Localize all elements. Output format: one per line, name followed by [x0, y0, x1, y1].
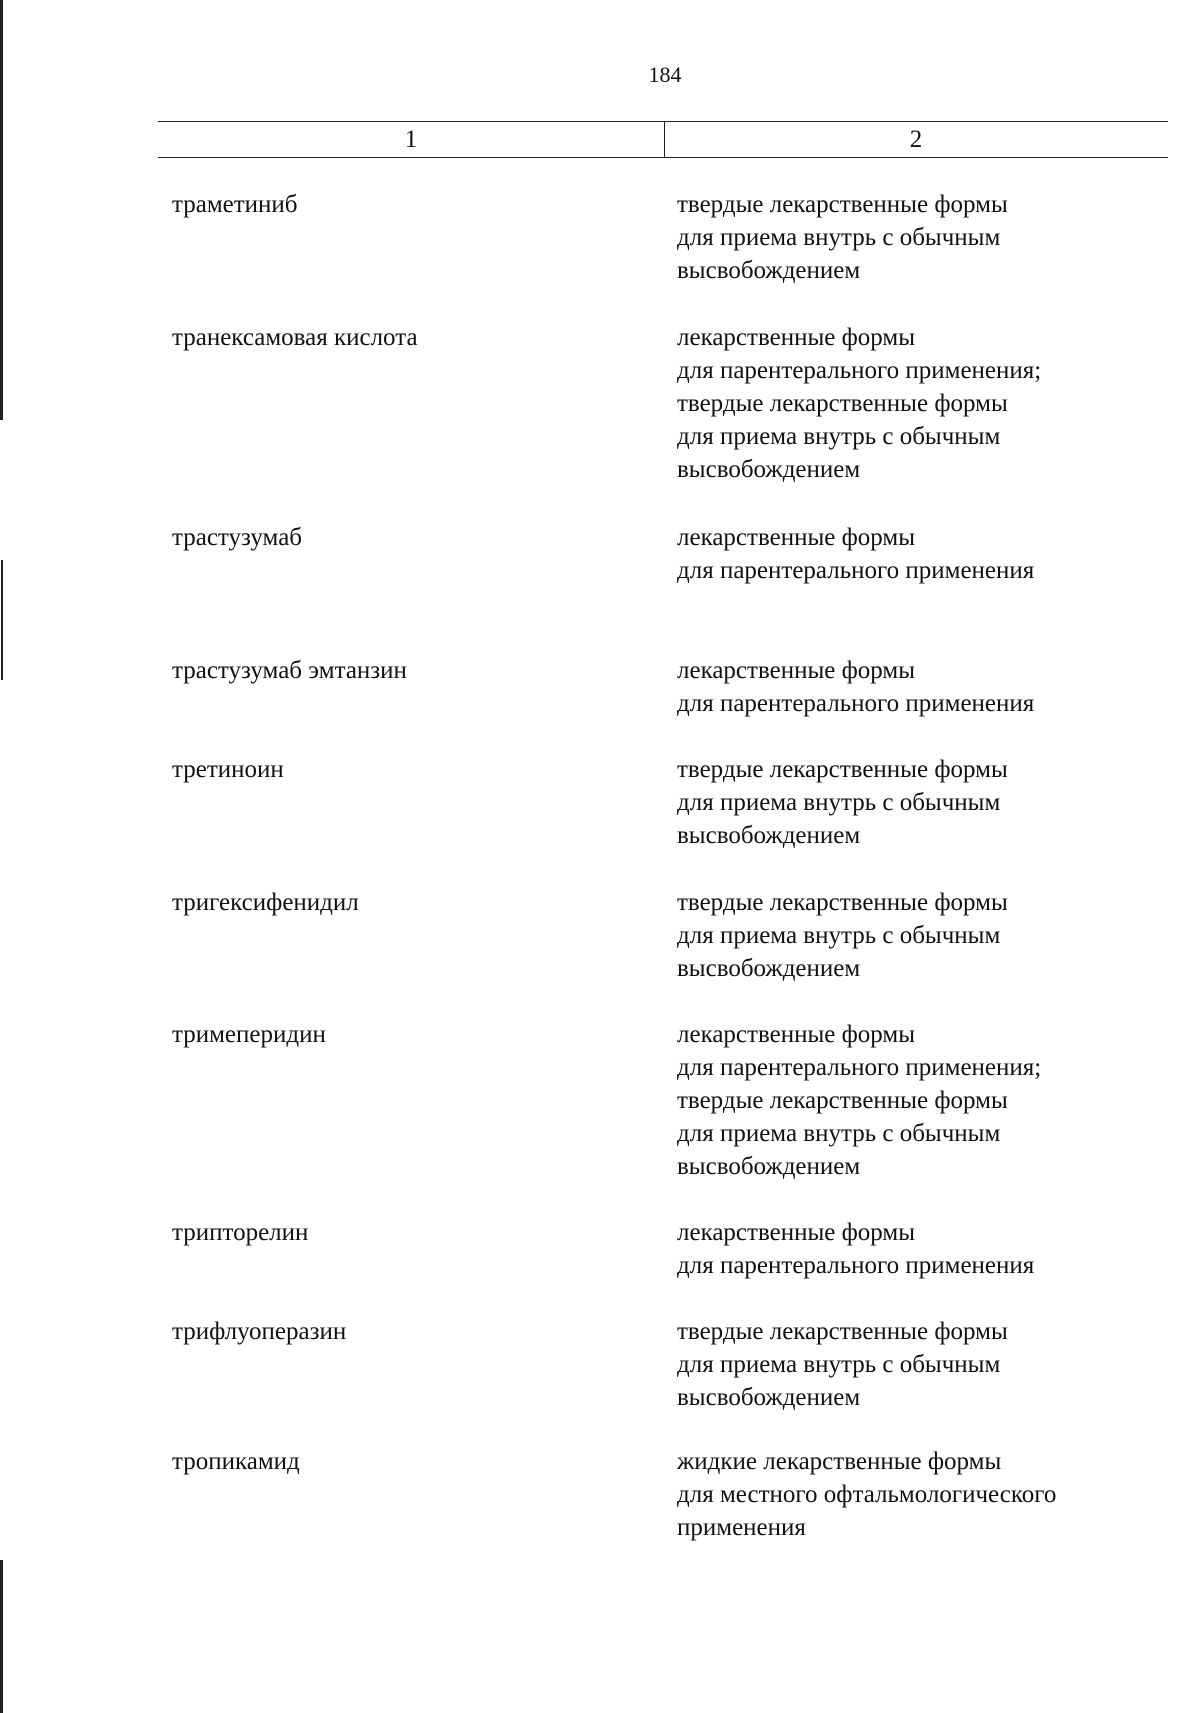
- dosage-form-line: для приема внутрь с обычным: [677, 1351, 1001, 1378]
- dosage-form-line: твердые лекарственные формы: [677, 390, 1008, 417]
- dosage-form-line: твердые лекарственные формы: [677, 1318, 1008, 1345]
- dosage-form-line: лекарственные формы: [677, 524, 916, 551]
- dosage-form-line: лекарственные формы: [677, 324, 916, 351]
- drug-name: трастузумаб эмтанзин: [172, 657, 407, 684]
- dosage-form-line: высвобождением: [677, 257, 861, 284]
- dosage-form: [677, 753, 1157, 852]
- dosage-form-line: для парентерального применения: [677, 557, 1035, 584]
- dosage-form-line: твердые лекарственные формы: [677, 756, 1008, 783]
- drug-name: тримеперидин: [172, 1021, 326, 1048]
- dosage-form: [677, 321, 1157, 486]
- dosage-form: [677, 1018, 1157, 1183]
- dosage-form: [677, 886, 1157, 985]
- dosage-form-line: твердые лекарственные формы: [677, 1087, 1008, 1114]
- dosage-form-line: для приема внутрь с обычным: [677, 423, 1001, 450]
- dosage-form-line: твердые лекарственные формы: [677, 889, 1008, 916]
- drug-name: трипторелин: [172, 1219, 309, 1246]
- table-header-col-1: 1: [404, 126, 418, 153]
- dosage-form-line: лекарственные формы: [677, 1219, 916, 1246]
- dosage-form-line: для приема внутрь с обычным: [677, 922, 1001, 949]
- dosage-form: [677, 654, 1157, 720]
- dosage-form-line: для парентерального применения: [677, 690, 1035, 717]
- page-number: 184: [648, 62, 682, 87]
- dosage-form-line: твердые лекарственные формы: [677, 191, 1008, 218]
- dosage-form: [677, 1216, 1157, 1282]
- dosage-form-line: жидкие лекарственные формы: [677, 1448, 1002, 1475]
- drug-name: тропикамид: [172, 1448, 300, 1475]
- table-header-col-2: 2: [909, 126, 923, 153]
- dosage-form-line: для парентерального применения;: [677, 1054, 1042, 1081]
- drug-name: транексамовая кислота: [172, 324, 418, 351]
- dosage-form-line: лекарственные формы: [677, 657, 916, 684]
- dosage-form-line: для парентерального применения;: [677, 357, 1042, 384]
- drug-name: трифлуоперазин: [172, 1318, 347, 1345]
- dosage-form-line: применения: [677, 1514, 806, 1541]
- dosage-form-line: для приема внутрь с обычным: [677, 1120, 1001, 1147]
- dosage-form-line: лекарственные формы: [677, 1021, 916, 1048]
- dosage-form-line: для местного офтальмологического: [677, 1481, 1057, 1508]
- drug-name: траметиниб: [172, 191, 298, 218]
- dosage-form: [677, 1445, 1157, 1544]
- dosage-form-line: для приема внутрь с обычным: [677, 224, 1001, 251]
- dosage-form: [677, 188, 1157, 287]
- dosage-form-line: высвобождением: [677, 1153, 861, 1180]
- drug-name: третиноин: [172, 756, 284, 783]
- dosage-form: [677, 521, 1157, 587]
- dosage-form-line: высвобождением: [677, 955, 861, 982]
- dosage-form: [677, 1315, 1157, 1414]
- dosage-form-line: высвобождением: [677, 822, 861, 849]
- dosage-form-line: для парентерального применения: [677, 1252, 1035, 1279]
- dosage-form-line: для приема внутрь с обычным: [677, 789, 1001, 816]
- dosage-form-line: высвобождением: [677, 456, 861, 483]
- drug-name: трастузумаб: [172, 524, 303, 551]
- dosage-form-line: высвобождением: [677, 1384, 861, 1411]
- drug-name: тригексифенидил: [172, 889, 359, 916]
